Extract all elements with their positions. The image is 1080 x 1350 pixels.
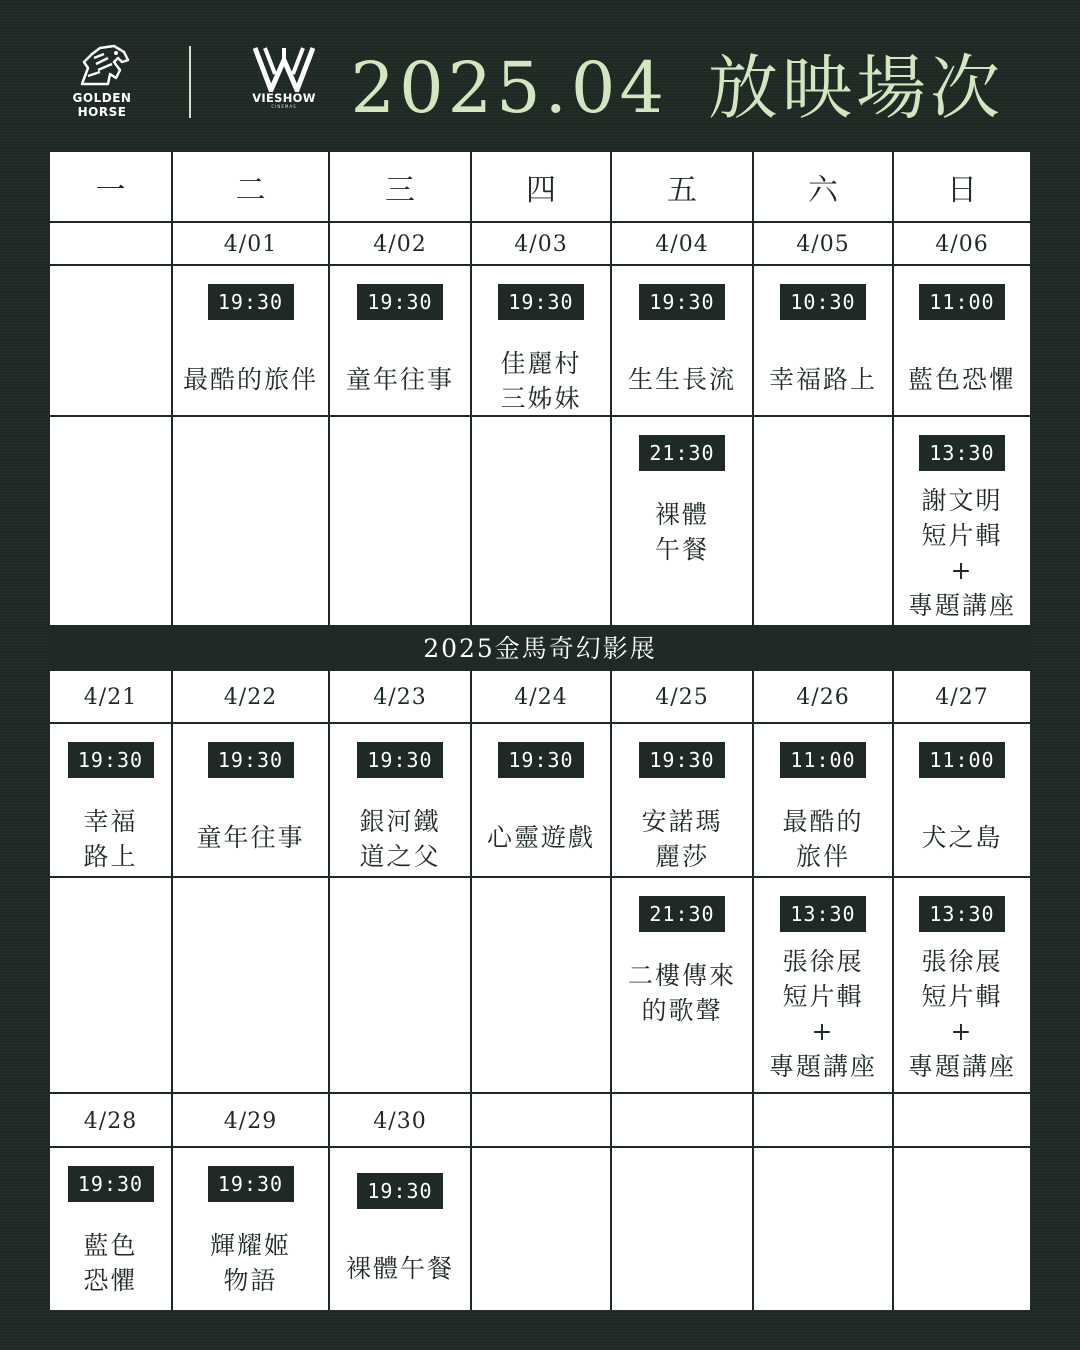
empty-cell: [894, 1148, 1030, 1310]
screening-cell: [894, 724, 1030, 878]
screening-cell: [472, 266, 612, 417]
date-cell: 4/29: [173, 1094, 330, 1148]
empty-cell: [50, 878, 173, 1094]
weekday-header: 四: [472, 152, 612, 223]
screening-time: 19:30: [498, 284, 584, 320]
date-cell: 4/22: [173, 671, 330, 724]
screening-time: 13:30: [919, 896, 1005, 932]
screening-time: 19:30: [68, 742, 154, 778]
horse-head-icon: [74, 44, 130, 90]
film-title: 藍色 恐懼: [83, 1231, 138, 1295]
film-title: 最酷的旅伴: [182, 365, 318, 394]
screening-cell: [754, 724, 894, 878]
title-year: 2025.04: [350, 47, 668, 129]
empty-cell: [50, 417, 173, 627]
film-title: 藍色恐懼: [907, 365, 1016, 394]
film-title: 輝耀姬 物語: [209, 1231, 291, 1295]
weekday-header: 五: [612, 152, 754, 223]
empty-cell: [472, 417, 612, 627]
empty-cell: [612, 1148, 754, 1310]
screening-cell: [50, 1148, 173, 1310]
empty-cell: [330, 417, 472, 627]
screening-time: 19:30: [357, 742, 443, 778]
screening-cell: [894, 417, 1030, 627]
film-title: 二樓傳來 的歌聲: [627, 961, 736, 1025]
film-title: 最酷的 旅伴: [782, 807, 864, 871]
golden-horse-line1: GOLDEN: [72, 91, 132, 105]
screening-cell: [50, 724, 173, 878]
weekday-header: 二: [173, 152, 330, 223]
date-cell: 4/21: [50, 671, 173, 724]
date-cell: 4/30: [330, 1094, 472, 1148]
empty-cell: [472, 878, 612, 1094]
film-title: 幸福 路上: [83, 807, 138, 871]
date-cell: 4/03: [472, 223, 612, 266]
date-cell: 4/28: [50, 1094, 173, 1148]
screening-cell: [754, 266, 894, 417]
date-cell: 4/05: [754, 223, 894, 266]
screening-time: 10:30: [780, 284, 866, 320]
date-cell: 4/27: [894, 671, 1030, 724]
film-title: 生生長流: [627, 365, 736, 394]
date-cell: 4/01: [173, 223, 330, 266]
screening-time: 11:00: [919, 284, 1005, 320]
screening-time: 21:30: [639, 896, 725, 932]
film-title: 童年往事: [196, 823, 305, 852]
film-title: 裸體 午餐: [654, 500, 709, 564]
screening-cell: [330, 724, 472, 878]
film-title: 謝文明 短片輯 + 專題講座: [907, 486, 1016, 620]
golden-horse-logo: [62, 44, 142, 124]
date-cell: 4/06: [894, 223, 1030, 266]
vieshow-logo: [238, 46, 330, 122]
title-text: 放映場次: [708, 47, 1004, 129]
screening-time: 13:30: [919, 435, 1005, 471]
screening-cell: [754, 878, 894, 1094]
weekday-header: 六: [754, 152, 894, 223]
film-title: 裸體午餐: [345, 1253, 454, 1283]
date-cell: 4/24: [472, 671, 612, 724]
golden-horse-line2: HORSE: [77, 105, 127, 119]
screening-time: 21:30: [639, 435, 725, 471]
vieshow-w-icon: [253, 46, 315, 92]
screening-cell: [472, 724, 612, 878]
screening-cell: [894, 266, 1030, 417]
date-cell: 4/02: [330, 223, 472, 266]
screening-cell: [612, 724, 754, 878]
screening-cell: [330, 1148, 472, 1310]
screening-cell: [612, 878, 754, 1094]
screening-time: 13:30: [780, 896, 866, 932]
screening-time: 19:30: [498, 742, 584, 778]
screening-cell: [330, 266, 472, 417]
screening-time: 11:00: [919, 742, 1005, 778]
screening-cell: [612, 417, 754, 627]
weekday-header: 日: [894, 152, 1030, 223]
empty-cell: [50, 266, 173, 417]
film-title: 張徐展 短片輯 + 專題講座: [907, 947, 1016, 1081]
empty-cell: [330, 878, 472, 1094]
film-title: 心靈遊戲: [486, 823, 595, 852]
screening-time: 11:00: [780, 742, 866, 778]
screening-cell: [173, 1148, 330, 1310]
film-title: 安諾瑪 麗莎: [641, 807, 723, 871]
weekday-header: 一: [50, 152, 173, 223]
screening-cell: [173, 724, 330, 878]
vieshow-subtext: CINEMAS: [271, 104, 297, 109]
film-title: 幸福路上: [768, 365, 877, 394]
weekday-header: 三: [330, 152, 472, 223]
date-cell: [894, 1094, 1030, 1148]
festival-banner: 2025金馬奇幻影展: [50, 627, 1030, 671]
film-title: 童年往事: [345, 365, 454, 394]
empty-cell: [173, 878, 330, 1094]
vieshow-text: VIESHOW: [252, 91, 316, 105]
film-title: 犬之島: [921, 823, 1003, 852]
screening-time: 19:30: [639, 742, 725, 778]
film-title: 張徐展 短片輯 + 專題講座: [768, 947, 877, 1081]
screening-time: 19:30: [357, 1173, 443, 1209]
screening-cell: [612, 266, 754, 417]
screening-time: 19:30: [639, 284, 725, 320]
date-cell: [612, 1094, 754, 1148]
date-cell: 4/04: [612, 223, 754, 266]
film-title: 佳麗村 三姊妹: [500, 349, 582, 413]
empty-cell: [754, 417, 894, 627]
screening-time: 19:30: [357, 284, 443, 320]
screening-time: 19:30: [68, 1166, 154, 1202]
page-title: [351, 38, 1004, 138]
empty-cell: [472, 1148, 612, 1310]
date-cell: [50, 223, 173, 266]
empty-cell: [754, 1148, 894, 1310]
empty-cell: [173, 417, 330, 627]
film-title: 銀河鐵 道之父: [359, 807, 441, 871]
schedule-calendar: [50, 152, 1030, 1310]
date-cell: [754, 1094, 894, 1148]
screening-time: 19:30: [208, 284, 294, 320]
screening-cell: [173, 266, 330, 417]
date-cell: 4/25: [612, 671, 754, 724]
screening-time: 19:30: [208, 742, 294, 778]
screening-cell: [894, 878, 1030, 1094]
date-cell: 4/26: [754, 671, 894, 724]
date-cell: [472, 1094, 612, 1148]
date-cell: 4/23: [330, 671, 472, 724]
header: [0, 0, 1080, 150]
header-divider: [189, 46, 191, 118]
screening-time: 19:30: [208, 1166, 294, 1202]
